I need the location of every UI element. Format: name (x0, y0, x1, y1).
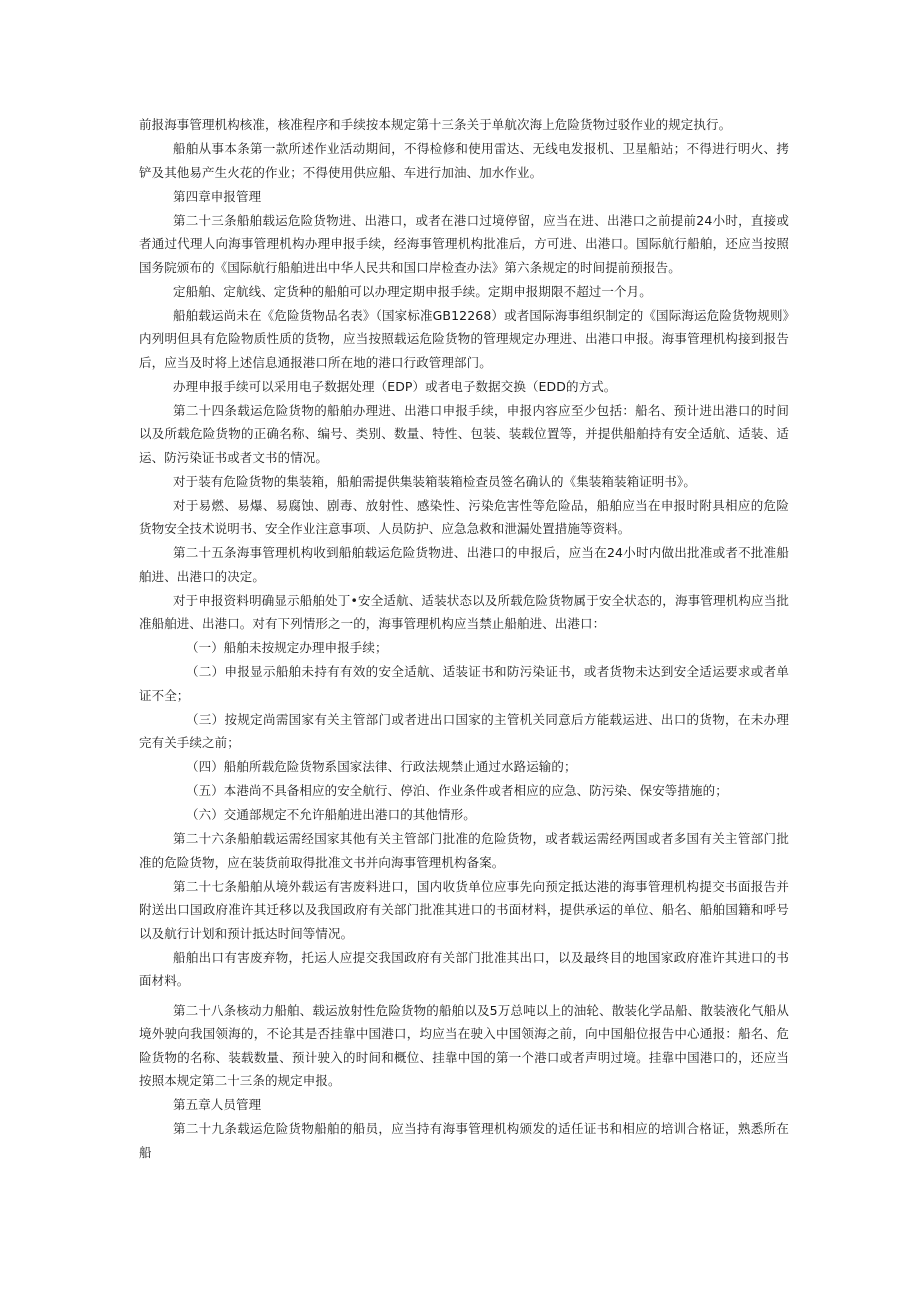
article-23: 第二十三条船舶载运危险货物进、出港口，或者在港口过境停留，应当在进、出港口之前提前24小时，直接或者通过代理人向海事管理机构办理申报手续，经海事管理机构批准后，方可进、出港口。国际航行船舶，还应当按照国务院颁布的《国际航行船舶进出中华人民共和国口岸检查办法》第六条规定的时间提前预报告。 (139, 212, 789, 275)
paragraph-1: 前报海事管理机构核准，核准程序和手续按本规定第十三条关于单航次海上危险货物过驳作业的规定执行。 (139, 117, 732, 132)
article-27: 第二十七条船舶从境外载运有害废料进口，国内收货单位应事先向预定抵达港的海事管理机构提交书面报告并附送出口国政府准许其迁移以及我国政府有关部门批准其进口的书面材料，提供承运的单位、船名、船舶国籍和呼号以及航行计划和预计抵达时间等情况。 (139, 878, 789, 941)
list-item-1: （一）船舶未按规定办理申报手续； (186, 640, 388, 655)
paragraph-10: 对于易燃、易爆、易腐蚀、剧毒、放射性、感染性、污染危害性等危险品，船舶应当在申报时附具相应的危险货物安全技术说明书、安全作业注意事项、人员防护、应急急救和泄漏处置措施等资料。 (139, 497, 789, 536)
paragraph-21: 船舶出口有害废弃物，托运人应提交我国政府有关部门批准其出口，以及最终目的地国家政府准许其进口的书面材料。 (139, 949, 789, 988)
article-24: 第二十四条载运危险货物的船舶办理进、出港口申报手续，申报内容应至少包括：船名、预计进出港口的时间以及所载危险货物的正确名称、编号、类别、数量、特性、包装、装载位置等，并提供船舶持有安全适航、适装、适运、防污染证书或者文书的情况。 (139, 402, 789, 465)
paragraph-2: 船舶从事本条第一款所述作业活动期间，不得检修和使用雷达、无线电发报机、卫星船站；不得进行明火、拷铲及其他易产生火花的作业；不得使用供应船、车进行加油、加水作业。 (139, 141, 789, 180)
list-item-5: （五）本港尚不具备相应的安全航行、停泊、作业条件或者相应的应急、防污染、保安等措施的； (186, 783, 728, 798)
paragraph-9: 对于装有危险货物的集装箱，船舶需提供集装箱装箱检查员签名确认的《集装箱装箱证明书》。 (173, 473, 696, 489)
article-29: 第二十九条载运危险货物船舶的船员，应当持有海事管理机构颁发的适任证书和相应的培训合格证，熟悉所在船 (139, 1121, 789, 1160)
paragraph-7: 办理申报手续可以采用电子数据处理（EDP）或者电子数据交换（EDD的方式。 (173, 378, 617, 394)
chapter-heading-4: 第四章申报管理 (173, 188, 262, 204)
list-item-6: （六）交通部规定不允许船舶进出港口的其他情形。 (186, 807, 476, 822)
article-28: 第二十八条核动力船舶、载运放射性危险货物的船舶以及5万总吨以上的油轮、散装化学品船、散装液化气船从境外驶向我国领海的，不论其是否挂靠中国港口，均应当在驶入中国领海之前，向中国船位报告中心通报：船名、危险货物的名称、装载数量、预计驶入的时间和概位、挂靠中国的第一个港口或者声明过境。挂靠中国港口的，还应当按照本规定第二十三条的规定申报。 (139, 1002, 789, 1088)
paragraph-12: 对于申报资料明确显示船舶处丁•安全适航、适装状态以及所载危险货物属于安全状态的，海事管理机构应当批准船舶进、出港口。对有下列情形之一的，海事管理机构应当禁止船舶进、出港口： (139, 592, 789, 631)
list-item-4: （四）船舶所载危险货物系国家法律、行政法规禁止通过水路运输的； (186, 759, 577, 774)
article-26: 第二十六条船舶载运需经国家其他有关主管部门批准的危险货物，或者载运需经两国或者多国有关主管部门批准的危险货物，应在装货前取得批准文书并向海事管理机构备案。 (139, 831, 789, 870)
paragraph-5: 定船舶、定航线、定货种的船舶可以办理定期申报手续。定期申报期限不超过一个月。 (173, 283, 652, 299)
document-body (139, 113, 789, 1165)
list-item-3: （三）按规定尚需国家有关主管部门或者进出口国家的主管机关同意后方能载运进、出口的货物，在未办理完有关手续之前； (139, 711, 789, 750)
paragraph-6: 船舶载运尚未在《危险货物品名表》（国家标准GB12268）或者国际海事组织制定的《国际海运危险货物规则》内列明但具有危险物质性质的货物，应当按照载运危险货物的管理规定办理进、出港口申报。海事管理机构接到报告后，应当及时将上述信息通报港口所在地的港口行政管理部门。 (139, 307, 789, 370)
list-item-2: （二）申报显示船舶未持有有效的安全适航、适装证书和防污染证书，或者货物未达到安全适运要求或者单证不全； (139, 664, 789, 703)
article-25: 第二十五条海事管理机构收到船舶载运危险货物进、出港口的申报后，应当在24小时内做出批准或者不批准船舶进、出港口的决定。 (139, 545, 789, 584)
chapter-heading-5: 第五章人员管理 (173, 1097, 262, 1112)
